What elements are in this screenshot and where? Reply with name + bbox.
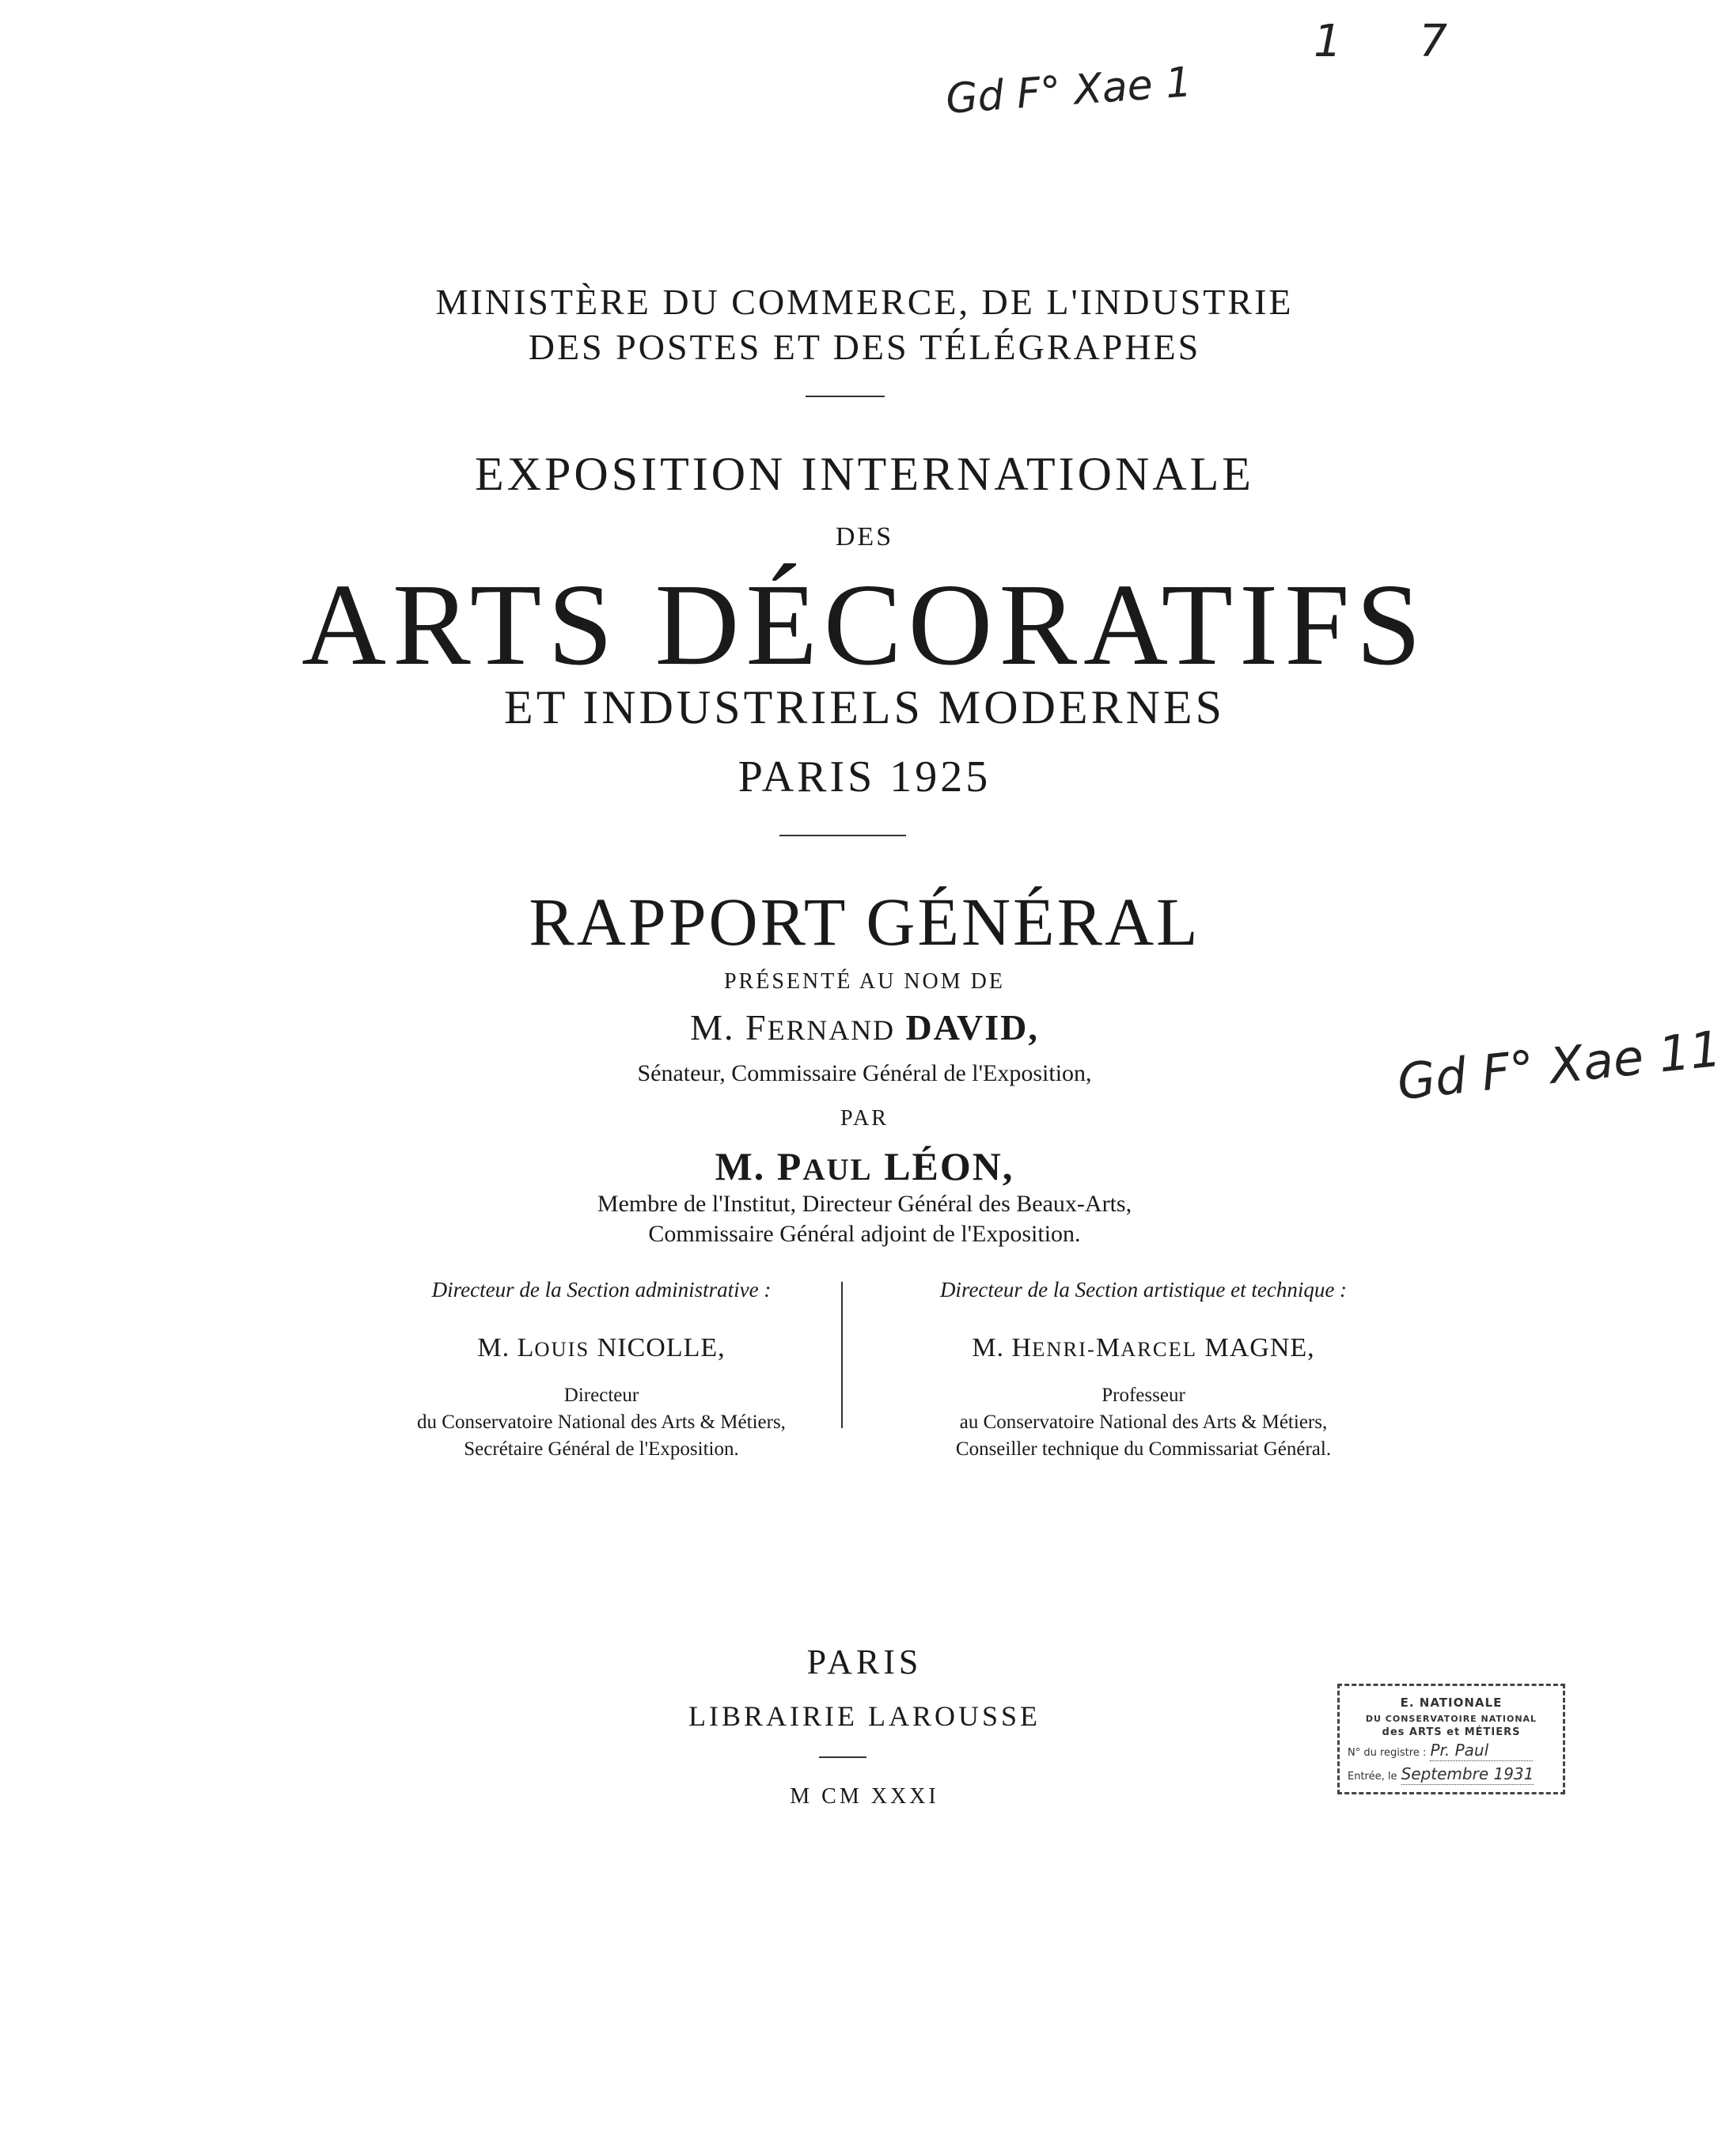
des-line: DES: [835, 522, 894, 551]
left-name-prefix: M. L: [477, 1333, 535, 1362]
library-stamp: [1337, 1684, 1565, 1794]
imprint-publisher: LIBRAIRIE LAROUSSE: [688, 1700, 1041, 1732]
main-title: ARTS DÉCORATIFS: [301, 560, 1428, 690]
left-column: [313, 1278, 890, 1463]
column-divider: [841, 1282, 843, 1428]
right-first-name-3: ARCEL: [1120, 1337, 1197, 1361]
imprint-date: M CM XXXI: [790, 1784, 939, 1809]
right-role: Directeur de la Section artistique et technique :: [939, 1278, 1348, 1302]
right-name-prefix: M. H: [972, 1333, 1033, 1362]
leon-prefix: M. P: [715, 1144, 803, 1188]
leon-first-name: AUL: [802, 1153, 873, 1187]
handwritten-corner-note: 1 7: [1314, 16, 1480, 67]
rule-divider: [779, 835, 906, 836]
right-name: [878, 1333, 1409, 1374]
stamp-number-row: [1348, 1740, 1555, 1764]
left-desc-line: du Conservatoire National des Arts & Métiers,: [417, 1411, 786, 1433]
stamp-entry-value: Septembre 1931: [1401, 1764, 1534, 1783]
left-desc-line: Directeur: [563, 1385, 639, 1406]
stamp-entry-row: [1348, 1764, 1555, 1787]
left-role: Directeur de la Section administrative :: [431, 1278, 772, 1302]
david-name: [0, 1006, 1729, 1048]
left-first-name: OUIS: [534, 1337, 590, 1361]
leon-name: [0, 1143, 1729, 1189]
presented-line: PRÉSENTÉ AU NOM DE: [723, 969, 1005, 994]
leon-last-name: LÉON,: [884, 1144, 1014, 1188]
subtitle-line: ET INDUSTRIELS MODERNES: [504, 681, 1225, 733]
left-desc-line: Secrétaire Général de l'Exposition.: [464, 1438, 739, 1460]
handwritten-shelfmark: Gd F° Xae 1: [944, 59, 1194, 123]
stamp-title-1: E. NATIONALE: [1400, 1696, 1503, 1710]
stamp-title-3: des ARTS et MÉTIERS: [1382, 1726, 1521, 1738]
report-title: RAPPORT GÉNÉRAL: [529, 884, 1200, 960]
right-first-name: ENRI-: [1032, 1337, 1096, 1361]
leon-title-line-2: Commissaire Général adjoint de l'Exposition.: [648, 1221, 1081, 1247]
david-last-name: DAVID,: [905, 1007, 1039, 1048]
right-desc-line: au Conservatoire National des Arts & Métiers,: [959, 1411, 1328, 1433]
rule-divider: [819, 1756, 866, 1758]
ministry-line-1: MINISTÈRE DU COMMERCE, DE L'INDUSTRIE: [435, 282, 1294, 322]
left-name: [313, 1333, 890, 1374]
exposition-line: EXPOSITION INTERNATIONALE: [475, 448, 1254, 500]
stamp-number-value: Pr. Paul: [1430, 1740, 1533, 1761]
right-desc-line: Conseiller technique du Commissariat Général.: [955, 1438, 1332, 1460]
stamp-title-2: DU CONSERVATOIRE NATIONAL: [1365, 1714, 1538, 1724]
ministry-line-2: DES POSTES ET DES TÉLÉGRAPHES: [528, 327, 1201, 367]
leon-title-line-1: Membre de l'Institut, Directeur Général des Beaux-Arts,: [597, 1191, 1132, 1217]
stamp-entry-label: Entrée, le: [1348, 1771, 1397, 1783]
rule-divider: [806, 396, 885, 397]
place-year-line: PARIS 1925: [737, 752, 992, 801]
david-prefix: M. F: [690, 1007, 768, 1048]
handwritten-side-shelfmark: Gd F° Xae 11: [1394, 1019, 1724, 1112]
stamp-number-label: N° du registre :: [1348, 1747, 1427, 1759]
david-title: Sénateur, Commissaire Général de l'Exposition,: [637, 1060, 1092, 1086]
imprint-city: PARIS: [806, 1643, 923, 1681]
right-column: [878, 1278, 1409, 1463]
right-last-name: MAGNE,: [1204, 1333, 1315, 1362]
right-desc-line: Professeur: [1101, 1385, 1185, 1406]
par-line: PAR: [840, 1106, 889, 1131]
david-first-name: ERNAND: [767, 1014, 896, 1046]
right-first-name-2: M: [1095, 1333, 1121, 1362]
left-last-name: NICOLLE,: [597, 1333, 726, 1362]
